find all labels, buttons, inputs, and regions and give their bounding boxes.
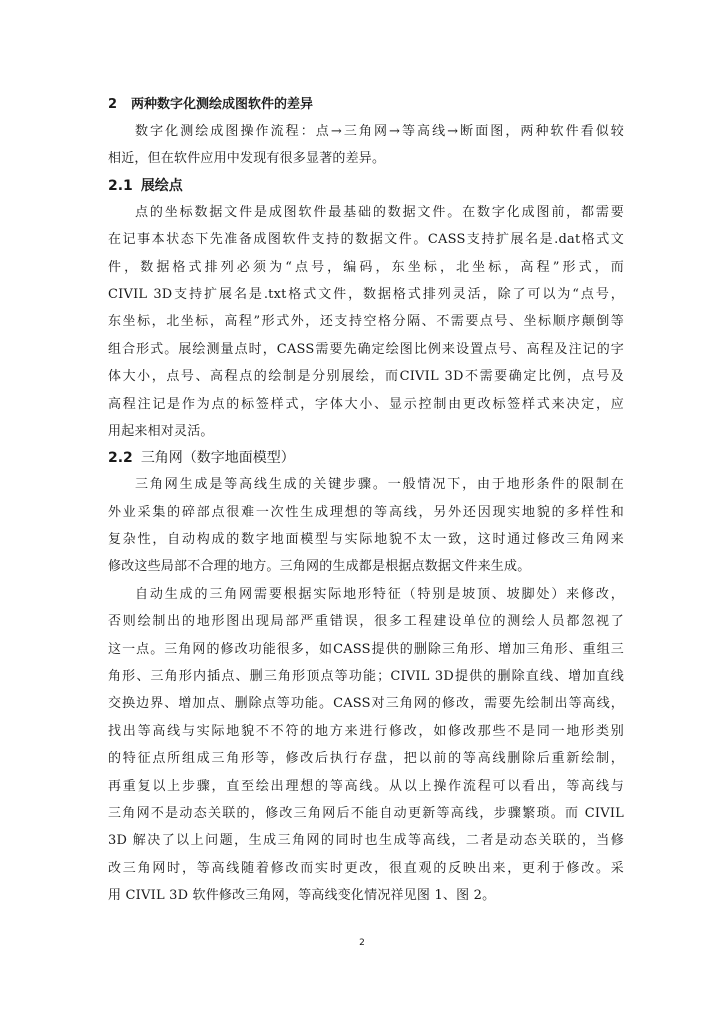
text-line: 复杂性，自动构成的数字地面模型与实际地貌不太一致，这时通过修改三角网来 bbox=[108, 532, 624, 548]
text-line: 高程注记是作为点的标签样式，字体大小、显示控制由更改标签样式来决定，应 bbox=[108, 396, 624, 412]
text-line: 组合形式。展绘测量点时，CASS需要先确定绘图比例来设置点号、高程及注记的字 bbox=[108, 341, 624, 357]
text-line: 角形、三角形内插点、删三角形顶点等功能；CIVIL 3D提供的删除直线、增加直线 bbox=[108, 669, 624, 685]
section-title: 两种数字化测绘成图软件的差异 bbox=[131, 97, 314, 112]
section-number: 2 bbox=[108, 97, 118, 112]
subsection-title: 三角网（数字地面模型） bbox=[140, 450, 295, 467]
text-line: 3D 解决了以上问题，生成三角网的同时也生成等高线，二者是动态关联的，当修 bbox=[108, 833, 624, 849]
text-line: 外业采集的碎部点很难一次性生成理想的等高线，另外还因现实地貌的多样性和 bbox=[108, 504, 624, 520]
text-line: 再重复以上步骤，直至绘出理想的等高线。从以上操作流程可以看出，等高线与 bbox=[108, 778, 624, 794]
subsection-number: 2.2 bbox=[108, 450, 133, 467]
page-number: 2 bbox=[359, 938, 365, 948]
body-paragraph bbox=[108, 581, 624, 910]
subsection-heading bbox=[108, 173, 624, 199]
body-paragraph bbox=[108, 199, 624, 446]
text-line: 找出等高线与实际地貌不不符的地方来进行修改，如修改那些不是同一地形类别 bbox=[108, 723, 624, 739]
text-line: 体大小，点号、高程点的绘制是分别展绘，而CIVIL 3D不需要确定比例，点号及 bbox=[108, 369, 624, 385]
text-line: 相近，但在软件应用中发现有很多显著的差异。 bbox=[108, 151, 386, 167]
text-line: CIVIL 3D支持扩展名是.txt格式文件，数据格式排列灵活，除了可以为“点号， bbox=[108, 286, 624, 302]
text-line: 三角网生成是等高线生成的关键步骤。一般情况下，由于地形条件的限制在 bbox=[135, 477, 624, 493]
text-line: 东坐标，北坐标，高程”形式外，还支持空格分隔、不需要点号、坐标顺序颠倒等 bbox=[108, 314, 624, 330]
text-line: 在记事本状态下先准备成图软件支持的数据文件。CASS支持扩展名是.dat格式文 bbox=[108, 232, 624, 248]
text-line: 三角网不是动态关联的，修改三角网后不能自动更新等高线，步骤繁琐。而 CIVIL bbox=[108, 805, 624, 821]
page-content bbox=[108, 92, 624, 910]
text-line: 改三角网时，等高线随着修改而实时更改，很直观的反映出来，更利于修改。采 bbox=[108, 860, 624, 876]
text-line: 交换边界、增加点、删除点等功能。CASS对三角网的修改，需要先绘制出等高线， bbox=[108, 696, 624, 712]
text-line: 自动生成的三角网需要根据实际地形特征（特别是坡顶、坡脚处）来修改， bbox=[135, 586, 624, 602]
text-line: 这一点。三角网的修改功能很多，如CASS提供的删除三角形、增加三角形、重组三 bbox=[108, 641, 624, 657]
subsection-title: 展绘点 bbox=[140, 177, 183, 194]
subsection-heading bbox=[108, 445, 624, 471]
text-line: 点的坐标数据文件是成图软件最基础的数据文件。在数字化成图前，都需要 bbox=[135, 204, 624, 220]
section-intro-paragraph bbox=[108, 118, 624, 173]
subsection-number: 2.1 bbox=[108, 177, 133, 194]
text-line: 否则绘制出的地形图出现局部严重错误，很多工程建设单位的测绘人员都忽视了 bbox=[108, 614, 624, 630]
body-paragraph bbox=[108, 471, 624, 581]
text-line: 用起来相对灵活。 bbox=[108, 423, 214, 439]
section-heading bbox=[108, 92, 624, 118]
text-line: 修改这些局部不合理的地方。三角网的生成都是根据点数据文件来生成。 bbox=[108, 559, 531, 575]
text-line: 用 CIVIL 3D 软件修改三角网，等高线变化情况祥见图 1、图 2。 bbox=[108, 888, 496, 904]
text-line: 的特征点所组成三角形等，修改后执行存盘，把以前的等高线删除后重新绘制， bbox=[108, 751, 624, 767]
text-line: 数字化测绘成图操作流程：点→三角网→等高线→断面图，两种软件看似较 bbox=[135, 124, 624, 139]
text-line: 件，数据格式排列必须为“点号，编码，东坐标，北坐标，高程”形式，而 bbox=[108, 259, 624, 275]
